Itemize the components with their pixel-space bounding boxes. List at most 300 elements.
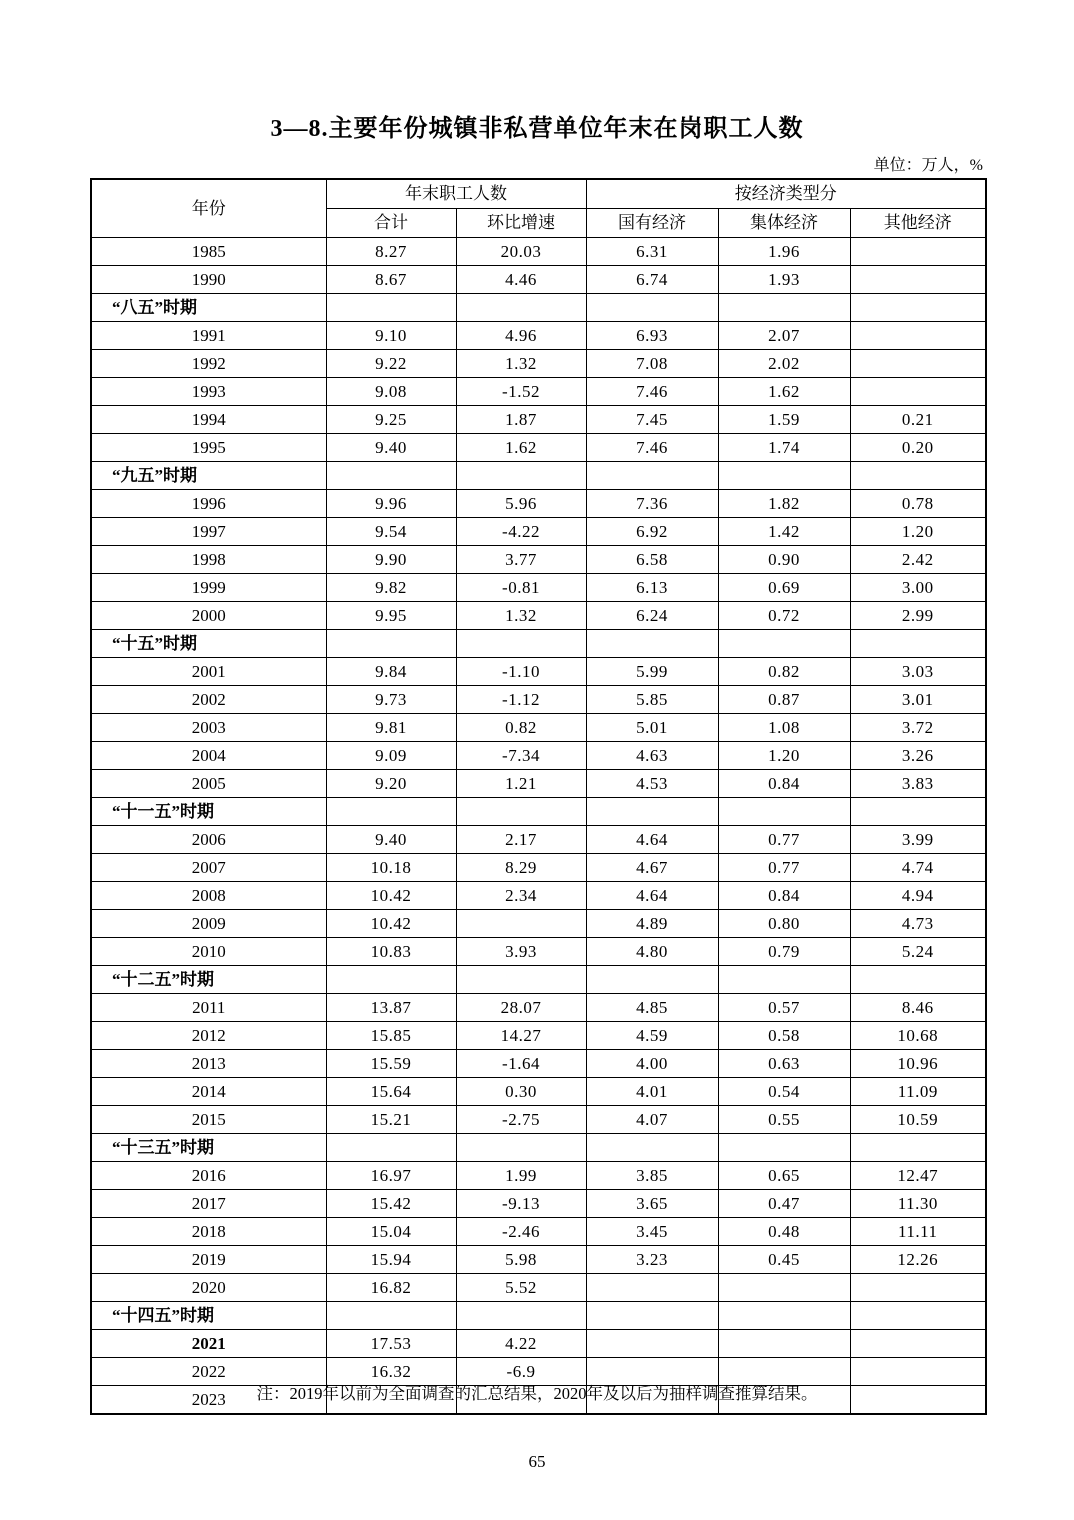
- table-row: [91, 1274, 986, 1302]
- year-cell: 2012: [91, 1022, 326, 1050]
- period-label: “十一五”时期: [91, 798, 326, 826]
- year-cell: 2023: [91, 1386, 326, 1415]
- year-cell: 2015: [91, 1106, 326, 1134]
- value-cell: -1.12: [456, 686, 586, 714]
- empty-cell: [850, 1302, 986, 1330]
- value-cell: 5.98: [456, 1246, 586, 1274]
- value-cell: 1.32: [456, 602, 586, 630]
- value-cell: [850, 238, 986, 266]
- value-cell: 2.02: [718, 350, 850, 378]
- value-cell: [456, 910, 586, 938]
- value-cell: 3.99: [850, 826, 986, 854]
- value-cell: -9.13: [456, 1190, 586, 1218]
- value-cell: 16.97: [326, 1162, 456, 1190]
- value-cell: [850, 1274, 986, 1302]
- value-cell: -2.75: [456, 1106, 586, 1134]
- table-row: [91, 910, 986, 938]
- year-cell: 2007: [91, 854, 326, 882]
- value-cell: 0.82: [718, 658, 850, 686]
- year-cell: 1997: [91, 518, 326, 546]
- value-cell: -1.10: [456, 658, 586, 686]
- year-cell: 1994: [91, 406, 326, 434]
- value-cell: 2.17: [456, 826, 586, 854]
- period-label: “十二五”时期: [91, 966, 326, 994]
- value-cell: 0.90: [718, 546, 850, 574]
- value-cell: 14.27: [456, 1022, 586, 1050]
- statistics-table: [90, 178, 987, 1415]
- period-label: “八五”时期: [91, 294, 326, 322]
- table-row: [91, 1078, 986, 1106]
- value-cell: 0.84: [718, 882, 850, 910]
- year-cell: 1998: [91, 546, 326, 574]
- empty-cell: [850, 630, 986, 658]
- value-cell: 6.13: [586, 574, 718, 602]
- table-row: [91, 238, 986, 266]
- value-cell: 1.74: [718, 434, 850, 462]
- value-cell: [850, 266, 986, 294]
- table-row: [91, 770, 986, 798]
- value-cell: 4.22: [456, 1330, 586, 1358]
- value-cell: 6.93: [586, 322, 718, 350]
- table-row: [91, 546, 986, 574]
- value-cell: 10.18: [326, 854, 456, 882]
- value-cell: -7.34: [456, 742, 586, 770]
- year-cell: 1991: [91, 322, 326, 350]
- value-cell: 11.09: [850, 1078, 986, 1106]
- value-cell: [718, 1274, 850, 1302]
- value-cell: [718, 1330, 850, 1358]
- value-cell: 1.87: [456, 406, 586, 434]
- value-cell: 4.00: [586, 1050, 718, 1078]
- value-cell: 15.59: [326, 1050, 456, 1078]
- value-cell: 9.10: [326, 322, 456, 350]
- value-cell: 3.23: [586, 1246, 718, 1274]
- value-cell: 9.40: [326, 826, 456, 854]
- year-cell: 2020: [91, 1274, 326, 1302]
- table-row: [91, 602, 986, 630]
- value-cell: 4.73: [850, 910, 986, 938]
- value-cell: 9.95: [326, 602, 456, 630]
- empty-cell: [718, 966, 850, 994]
- unit-note: 单位：万人，%: [873, 157, 983, 174]
- value-cell: [586, 1330, 718, 1358]
- year-cell: 1999: [91, 574, 326, 602]
- empty-cell: [586, 798, 718, 826]
- empty-cell: [456, 1134, 586, 1162]
- period-label: “九五”时期: [91, 462, 326, 490]
- year-cell: 2022: [91, 1358, 326, 1386]
- value-cell: 3.01: [850, 686, 986, 714]
- value-cell: 0.20: [850, 434, 986, 462]
- value-cell: 9.54: [326, 518, 456, 546]
- value-cell: 1.21: [456, 770, 586, 798]
- table-row: [91, 994, 986, 1022]
- value-cell: 10.42: [326, 910, 456, 938]
- value-cell: 5.85: [586, 686, 718, 714]
- value-cell: 1.96: [718, 238, 850, 266]
- value-cell: 9.40: [326, 434, 456, 462]
- empty-cell: [586, 1302, 718, 1330]
- footnote: 注：2019年以前为全面调查的汇总结果，2020年及以后为抽样调查推算结果。: [256, 1384, 818, 1403]
- value-cell: -2.46: [456, 1218, 586, 1246]
- year-cell: 1992: [91, 350, 326, 378]
- page-number: 65: [528, 1452, 546, 1471]
- year-cell: 1995: [91, 434, 326, 462]
- value-cell: -4.22: [456, 518, 586, 546]
- year-cell: 2016: [91, 1162, 326, 1190]
- value-cell: 0.63: [718, 1050, 850, 1078]
- table-row: [91, 490, 986, 518]
- year-cell: 2008: [91, 882, 326, 910]
- value-cell: 10.42: [326, 882, 456, 910]
- year-cell: 2019: [91, 1246, 326, 1274]
- value-cell: 9.08: [326, 378, 456, 406]
- year-cell: 2004: [91, 742, 326, 770]
- value-cell: 5.99: [586, 658, 718, 686]
- empty-cell: [326, 630, 456, 658]
- value-cell: 15.85: [326, 1022, 456, 1050]
- year-cell: 2003: [91, 714, 326, 742]
- value-cell: [850, 378, 986, 406]
- year-cell: 2000: [91, 602, 326, 630]
- value-cell: 12.26: [850, 1246, 986, 1274]
- table-row: [91, 574, 986, 602]
- empty-cell: [718, 1302, 850, 1330]
- header-group-economy-type: 按经济类型分: [586, 179, 986, 209]
- table-row: [91, 266, 986, 294]
- value-cell: 1.20: [718, 742, 850, 770]
- value-cell: 6.92: [586, 518, 718, 546]
- value-cell: 0.80: [718, 910, 850, 938]
- empty-cell: [456, 630, 586, 658]
- period-label: “十五”时期: [91, 630, 326, 658]
- year-cell: 2001: [91, 658, 326, 686]
- value-cell: 15.94: [326, 1246, 456, 1274]
- header-group-staff-count: 年末职工人数: [326, 179, 586, 209]
- year-cell: 2014: [91, 1078, 326, 1106]
- value-cell: 9.84: [326, 658, 456, 686]
- empty-cell: [326, 462, 456, 490]
- period-label: “十三五”时期: [91, 1134, 326, 1162]
- empty-cell: [718, 462, 850, 490]
- value-cell: 3.03: [850, 658, 986, 686]
- value-cell: 15.42: [326, 1190, 456, 1218]
- value-cell: 15.64: [326, 1078, 456, 1106]
- empty-cell: [850, 462, 986, 490]
- value-cell: 2.07: [718, 322, 850, 350]
- value-cell: 4.07: [586, 1106, 718, 1134]
- value-cell: 15.21: [326, 1106, 456, 1134]
- year-cell: 1993: [91, 378, 326, 406]
- value-cell: 1.59: [718, 406, 850, 434]
- header-other-economy: 其他经济: [850, 209, 986, 238]
- value-cell: 7.46: [586, 378, 718, 406]
- value-cell: -0.81: [456, 574, 586, 602]
- period-row: [91, 630, 986, 658]
- value-cell: 0.77: [718, 826, 850, 854]
- value-cell: 6.24: [586, 602, 718, 630]
- table-row: [91, 714, 986, 742]
- value-cell: 9.96: [326, 490, 456, 518]
- empty-cell: [718, 630, 850, 658]
- table-row: [91, 350, 986, 378]
- table-row: [91, 826, 986, 854]
- value-cell: 6.58: [586, 546, 718, 574]
- value-cell: 0.21: [850, 406, 986, 434]
- table-row: [91, 686, 986, 714]
- value-cell: 4.85: [586, 994, 718, 1022]
- value-cell: 0.45: [718, 1246, 850, 1274]
- value-cell: 10.83: [326, 938, 456, 966]
- empty-cell: [850, 966, 986, 994]
- table-row: [91, 1246, 986, 1274]
- table-row: [91, 378, 986, 406]
- value-cell: 4.59: [586, 1022, 718, 1050]
- value-cell: 16.82: [326, 1274, 456, 1302]
- empty-cell: [850, 798, 986, 826]
- value-cell: 0.30: [456, 1078, 586, 1106]
- value-cell: 1.93: [718, 266, 850, 294]
- table-row: [91, 742, 986, 770]
- value-cell: 9.90: [326, 546, 456, 574]
- period-row: [91, 798, 986, 826]
- empty-cell: [718, 798, 850, 826]
- year-cell: 2011: [91, 994, 326, 1022]
- value-cell: 7.08: [586, 350, 718, 378]
- table-row: [91, 1162, 986, 1190]
- value-cell: 5.96: [456, 490, 586, 518]
- year-cell: 2002: [91, 686, 326, 714]
- value-cell: 0.84: [718, 770, 850, 798]
- value-cell: 0.77: [718, 854, 850, 882]
- header-state-owned: 国有经济: [586, 209, 718, 238]
- value-cell: 4.89: [586, 910, 718, 938]
- value-cell: 0.55: [718, 1106, 850, 1134]
- year-cell: 1996: [91, 490, 326, 518]
- table-row: [91, 938, 986, 966]
- value-cell: [850, 350, 986, 378]
- empty-cell: [586, 630, 718, 658]
- value-cell: 11.11: [850, 1218, 986, 1246]
- value-cell: 4.80: [586, 938, 718, 966]
- empty-cell: [586, 966, 718, 994]
- value-cell: 5.52: [456, 1274, 586, 1302]
- year-cell: 2017: [91, 1190, 326, 1218]
- value-cell: 8.46: [850, 994, 986, 1022]
- value-cell: 0.58: [718, 1022, 850, 1050]
- value-cell: 7.46: [586, 434, 718, 462]
- value-cell: 13.87: [326, 994, 456, 1022]
- value-cell: 5.01: [586, 714, 718, 742]
- empty-cell: [326, 1134, 456, 1162]
- value-cell: 3.83: [850, 770, 986, 798]
- value-cell: 9.25: [326, 406, 456, 434]
- empty-cell: [326, 798, 456, 826]
- value-cell: 3.26: [850, 742, 986, 770]
- header-growth-rate: 环比增速: [456, 209, 586, 238]
- year-cell: 2013: [91, 1050, 326, 1078]
- value-cell: 17.53: [326, 1330, 456, 1358]
- empty-cell: [586, 1134, 718, 1162]
- header-row-groups: [91, 179, 986, 209]
- value-cell: 0.47: [718, 1190, 850, 1218]
- value-cell: 1.82: [718, 490, 850, 518]
- value-cell: 3.77: [456, 546, 586, 574]
- year-cell: 1985: [91, 238, 326, 266]
- value-cell: [850, 322, 986, 350]
- value-cell: -1.64: [456, 1050, 586, 1078]
- value-cell: 20.03: [456, 238, 586, 266]
- table-row: [91, 1050, 986, 1078]
- period-row: [91, 1134, 986, 1162]
- value-cell: 9.81: [326, 714, 456, 742]
- table-row: [91, 1022, 986, 1050]
- table-row: [91, 406, 986, 434]
- empty-cell: [456, 966, 586, 994]
- value-cell: 8.29: [456, 854, 586, 882]
- value-cell: 7.45: [586, 406, 718, 434]
- empty-cell: [326, 294, 456, 322]
- value-cell: 9.22: [326, 350, 456, 378]
- value-cell: 9.73: [326, 686, 456, 714]
- value-cell: 1.62: [718, 378, 850, 406]
- value-cell: 0.69: [718, 574, 850, 602]
- empty-cell: [456, 294, 586, 322]
- value-cell: 12.47: [850, 1162, 986, 1190]
- period-row: [91, 1302, 986, 1330]
- value-cell: 4.63: [586, 742, 718, 770]
- empty-cell: [456, 798, 586, 826]
- value-cell: 5.24: [850, 938, 986, 966]
- value-cell: 4.46: [456, 266, 586, 294]
- value-cell: 1.99: [456, 1162, 586, 1190]
- value-cell: 0.72: [718, 602, 850, 630]
- table-body: [91, 238, 986, 1415]
- value-cell: 0.54: [718, 1078, 850, 1106]
- value-cell: 1.62: [456, 434, 586, 462]
- table-row: [91, 882, 986, 910]
- empty-cell: [718, 294, 850, 322]
- empty-cell: [586, 294, 718, 322]
- period-row: [91, 462, 986, 490]
- value-cell: 1.08: [718, 714, 850, 742]
- empty-cell: [326, 1302, 456, 1330]
- header-year: 年份: [91, 179, 326, 238]
- value-cell: 8.27: [326, 238, 456, 266]
- value-cell: 4.01: [586, 1078, 718, 1106]
- table-title: 3—8.主要年份城镇非私营单位年末在岗职工人数: [270, 116, 804, 142]
- period-label: “十四五”时期: [91, 1302, 326, 1330]
- table-row: [91, 1190, 986, 1218]
- period-row: [91, 294, 986, 322]
- empty-cell: [718, 1134, 850, 1162]
- value-cell: 1.32: [456, 350, 586, 378]
- value-cell: 4.96: [456, 322, 586, 350]
- value-cell: 3.72: [850, 714, 986, 742]
- value-cell: [586, 1274, 718, 1302]
- value-cell: -6.9: [456, 1358, 586, 1386]
- empty-cell: [850, 294, 986, 322]
- value-cell: 0.87: [718, 686, 850, 714]
- value-cell: 3.93: [456, 938, 586, 966]
- value-cell: 11.30: [850, 1190, 986, 1218]
- value-cell: 4.64: [586, 826, 718, 854]
- year-cell: 2006: [91, 826, 326, 854]
- value-cell: 4.74: [850, 854, 986, 882]
- value-cell: 1.20: [850, 518, 986, 546]
- value-cell: 6.74: [586, 266, 718, 294]
- period-row: [91, 966, 986, 994]
- year-cell: 2010: [91, 938, 326, 966]
- table-row: [91, 1330, 986, 1358]
- table-row: [91, 434, 986, 462]
- table-row: [91, 322, 986, 350]
- empty-cell: [456, 462, 586, 490]
- empty-cell: [586, 462, 718, 490]
- value-cell: 10.59: [850, 1106, 986, 1134]
- year-cell: 1990: [91, 266, 326, 294]
- year-cell: 2009: [91, 910, 326, 938]
- value-cell: 2.34: [456, 882, 586, 910]
- table-row: [91, 1106, 986, 1134]
- value-cell: 0.57: [718, 994, 850, 1022]
- year-cell: 2021: [91, 1330, 326, 1358]
- empty-cell: [850, 1134, 986, 1162]
- value-cell: -1.52: [456, 378, 586, 406]
- value-cell: 7.36: [586, 490, 718, 518]
- value-cell: 1.42: [718, 518, 850, 546]
- value-cell: 4.53: [586, 770, 718, 798]
- value-cell: 9.09: [326, 742, 456, 770]
- value-cell: 0.78: [850, 490, 986, 518]
- value-cell: 3.65: [586, 1190, 718, 1218]
- value-cell: 4.94: [850, 882, 986, 910]
- value-cell: 9.20: [326, 770, 456, 798]
- value-cell: 16.32: [326, 1358, 456, 1386]
- value-cell: 8.67: [326, 266, 456, 294]
- table-row: [91, 518, 986, 546]
- year-cell: 2005: [91, 770, 326, 798]
- empty-cell: [326, 966, 456, 994]
- value-cell: 10.68: [850, 1022, 986, 1050]
- header-total: 合计: [326, 209, 456, 238]
- value-cell: 28.07: [456, 994, 586, 1022]
- value-cell: [850, 1330, 986, 1358]
- value-cell: 6.31: [586, 238, 718, 266]
- value-cell: 0.48: [718, 1218, 850, 1246]
- value-cell: 3.00: [850, 574, 986, 602]
- value-cell: 0.65: [718, 1162, 850, 1190]
- value-cell: 0.79: [718, 938, 850, 966]
- value-cell: 0.82: [456, 714, 586, 742]
- table-row: [91, 854, 986, 882]
- value-cell: 15.04: [326, 1218, 456, 1246]
- value-cell: 3.85: [586, 1162, 718, 1190]
- table-row: [91, 658, 986, 686]
- year-cell: 2018: [91, 1218, 326, 1246]
- value-cell: 2.99: [850, 602, 986, 630]
- value-cell: 9.82: [326, 574, 456, 602]
- value-cell: 2.42: [850, 546, 986, 574]
- value-cell: 10.96: [850, 1050, 986, 1078]
- header-collective: 集体经济: [718, 209, 850, 238]
- value-cell: 3.45: [586, 1218, 718, 1246]
- value-cell: 4.67: [586, 854, 718, 882]
- value-cell: 4.64: [586, 882, 718, 910]
- table-row: [91, 1218, 986, 1246]
- table-header: [91, 179, 986, 238]
- empty-cell: [456, 1302, 586, 1330]
